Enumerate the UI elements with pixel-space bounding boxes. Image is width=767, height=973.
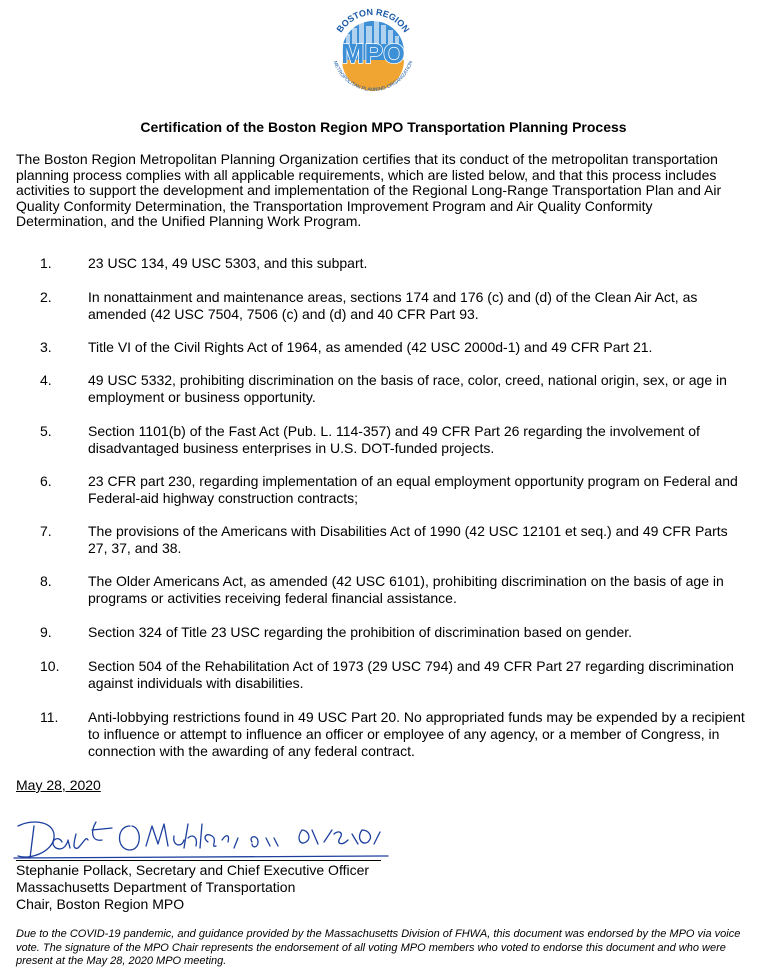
list-item-number: 9. — [40, 624, 52, 640]
logo-top-text: BOSTON REGION — [334, 6, 412, 35]
logo-bottom-text: METROPOLITAN PLANNING ORGANIZATION — [331, 60, 415, 94]
list-item-text: 49 USC 5332, prohibiting discrimination on the basis of race, color, creed, national origin, sex, or age in employment or business opportunity. — [88, 372, 727, 405]
intro-paragraph: The Boston Region Metropolitan Planning Organization certifies that its conduct of the metropolitan transportation planning process complies with all applicable requirements, which are listed below, and that this process includes activities to support the development and implementation of the Regional Long-Range Transportation Plan and Air Quality Conformity Determination, the Transportation Improvement Program and Air Quality Conformity Determination, and the Unified Planning Work Program. — [16, 151, 722, 229]
list-item-number: 1. — [40, 255, 52, 271]
signer-block — [16, 862, 369, 913]
footnote: Due to the COVID-19 pandemic, and guidance provided by the Massachusetts Division of FHWA, this document was endorsed by the MPO via voice vote. The signature of the MPO Chair represents the endorsement of all voting MPO members who voted to endorse this document and who were present at the May 28, 2020 MPO meeting. — [16, 928, 741, 967]
list-item-text: Anti-lobbying restrictions found in 49 USC Part 20. No appropriated funds may be expended by a recipient to influence or attempt to influence an officer or employee of any agency, or a member of Congress, in connection with the awarding of any federal contract. — [88, 709, 745, 759]
signature-date: May 28, 2020 — [16, 777, 101, 793]
list-item-text: Section 324 of Title 23 USC regarding the prohibition of discrimination based on gender. — [88, 624, 633, 640]
list-item-text: In nonattainment and maintenance areas, sections 174 and 176 (c) and (d) of the Clean Air Act, as amended (42 USC 7504, 7506 (c) and (d) and 40 CFR Part 93. — [88, 289, 698, 322]
list-item-text: Title VI of the Civil Rights Act of 1964, as amended (42 USC 2000d-1) and 49 CFR Part 21. — [88, 339, 653, 355]
list-item-number: 6. — [40, 473, 52, 489]
boston-region-mpo-logo — [318, 0, 428, 100]
signer-name-title: Stephanie Pollack, Secretary and Chief Executive Officer — [16, 862, 370, 878]
logo-center-text: MPO — [341, 38, 405, 69]
list-item-text: 23 CFR part 230, regarding implementation of an equal employment opportunity program on Federal and Federal-aid highway construction contracts; — [88, 473, 738, 506]
list-item-number: 11. — [40, 709, 59, 725]
signer-department: Massachusetts Department of Transportation — [16, 879, 296, 895]
list-item-text: 23 USC 134, 49 USC 5303, and this subpart. — [88, 255, 368, 271]
document-title: Certification of the Boston Region MPO Transportation Planning Process — [140, 119, 627, 135]
list-item-text: Section 504 of the Rehabilitation Act of 1973 (29 USC 794) and 49 CFR Part 27 regarding discrimination against individuals with disabilities. — [88, 658, 734, 691]
list-item-number: 2. — [40, 289, 52, 305]
signer-role: Chair, Boston Region MPO — [16, 896, 185, 912]
list-item-number: 7. — [40, 523, 52, 539]
list-item-number: 3. — [40, 339, 52, 355]
list-item-number: 5. — [40, 423, 52, 439]
signature-line — [16, 860, 381, 861]
list-item-number: 10. — [40, 658, 60, 674]
list-item-text: The provisions of the Americans with Disabilities Act of 1990 (42 USC 12101 et seq.) and 49 CFR Parts 27, 37, and 38. — [88, 523, 728, 556]
list-item-number: 4. — [40, 372, 52, 388]
list-item-text: The Older Americans Act, as amended (42 USC 6101), prohibiting discrimination on the basis of age in programs or activities receiving federal financial assistance. — [88, 573, 724, 606]
list-item-text: Section 1101(b) of the Fast Act (Pub. L. 114-357) and 49 CFR Part 26 regarding the involvement of disadvantaged business enterprises in U.S. DOT-funded projects. — [88, 423, 700, 456]
list-item-number: 8. — [40, 573, 52, 589]
